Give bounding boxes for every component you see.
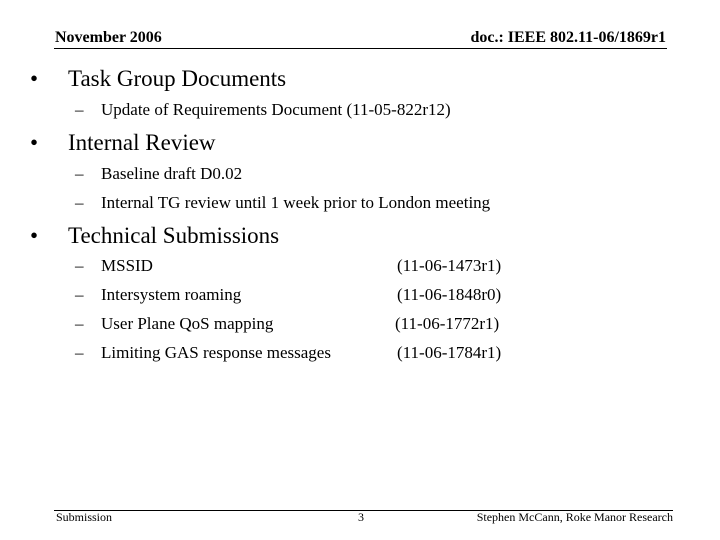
- section-internal-review: [30, 130, 216, 156]
- submission-doc-number: (11-06-1784r1): [397, 343, 502, 362]
- list-item-text: Update of Requirements Document (11-05-822r12): [101, 100, 451, 119]
- list-item: [75, 100, 451, 120]
- header-doc-id: doc.: IEEE 802.11-06/1869r1: [470, 29, 666, 46]
- section-title: Task Group Documents: [68, 66, 287, 91]
- bullet-icon: •: [30, 223, 39, 248]
- submission-name: User Plane QoS mapping: [101, 314, 274, 333]
- bullet-icon: •: [30, 66, 39, 91]
- header-rule: [54, 48, 667, 49]
- list-item-text: Baseline draft D0.02: [101, 164, 243, 183]
- footer-page-number: 3: [358, 510, 364, 524]
- submission-doc-number: (11-06-1848r0): [397, 285, 502, 304]
- footer-submission: Submission: [56, 510, 113, 524]
- list-item: [75, 193, 490, 213]
- header-date: November 2006: [55, 29, 162, 46]
- submission-item-name: [75, 256, 153, 276]
- submission-item-name: [75, 285, 241, 305]
- section-title: Internal Review: [68, 130, 216, 155]
- list-item: [75, 164, 242, 184]
- dash-icon: –: [75, 193, 84, 212]
- list-item-text: Internal TG review until 1 week prior to London meeting: [101, 193, 491, 212]
- submission-doc-number: (11-06-1772r1): [395, 314, 500, 333]
- section-task-group-documents: [30, 66, 286, 92]
- submission-item-name: [75, 343, 331, 363]
- dash-icon: –: [75, 285, 84, 304]
- dash-icon: –: [75, 164, 84, 183]
- submission-name: MSSID: [101, 256, 153, 275]
- bullet-icon: •: [30, 130, 39, 155]
- submission-doc-number: (11-06-1473r1): [397, 256, 502, 275]
- dash-icon: –: [75, 343, 84, 362]
- submission-item-name: [75, 314, 273, 334]
- dash-icon: –: [75, 256, 84, 275]
- submission-name: Intersystem roaming: [101, 285, 242, 304]
- section-technical-submissions: [30, 223, 279, 249]
- dash-icon: –: [75, 314, 84, 333]
- section-title: Technical Submissions: [68, 223, 280, 248]
- dash-icon: –: [75, 100, 84, 119]
- submission-name: Limiting GAS response messages: [101, 343, 331, 362]
- footer-author: Stephen McCann, Roke Manor Research: [476, 510, 673, 524]
